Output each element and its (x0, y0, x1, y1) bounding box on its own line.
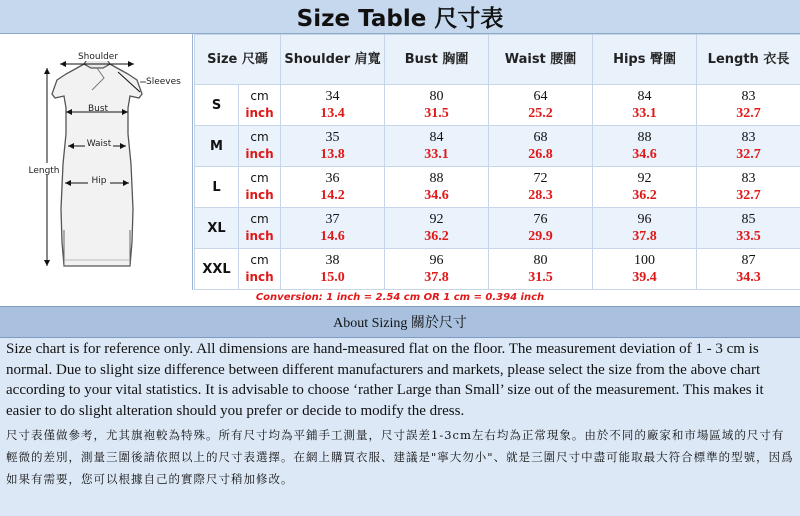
bust-cell (385, 167, 489, 208)
inch-value: 31.5 (528, 270, 553, 285)
inch-value: 37.8 (424, 270, 449, 285)
dress-measurement-diagram (0, 34, 193, 290)
unit-inch: inch (245, 106, 274, 120)
hips-cell (593, 249, 697, 290)
inch-value: 32.7 (736, 188, 761, 203)
inch-value: 29.9 (528, 229, 553, 244)
inch-value: 33.1 (424, 147, 449, 162)
cm-value: 92 (429, 212, 444, 227)
bust-cell (385, 208, 489, 249)
cm-value: 84 (429, 130, 444, 145)
cm-value: 34 (325, 89, 340, 104)
table-row (195, 126, 800, 167)
size-label: XXL (195, 249, 239, 290)
inch-value: 13.8 (320, 147, 345, 162)
inch-value: 39.4 (632, 270, 657, 285)
header-waist: Waist 腰圍 (489, 35, 593, 85)
cm-value: 83 (741, 89, 756, 104)
cm-value: 35 (325, 130, 340, 145)
header-hips: Hips 臀圍 (593, 35, 697, 85)
cm-value: 83 (741, 171, 756, 186)
header-size: Size 尺碼 (195, 35, 281, 85)
cm-value: 80 (429, 89, 444, 104)
shoulder-label: Shoulder (77, 52, 119, 62)
waist-cell (489, 167, 593, 208)
shoulder-cell (281, 249, 385, 290)
conversion-note: Conversion: 1 inch = 2.54 cm OR 1 cm = 0.394 inch (255, 292, 545, 303)
hips-cell (593, 208, 697, 249)
size-label: S (195, 85, 239, 126)
about-sizing-body (0, 338, 800, 516)
unit-cell (239, 85, 281, 126)
size-label: L (195, 167, 239, 208)
waist-cell (489, 208, 593, 249)
waist-cell (489, 85, 593, 126)
inch-value: 15.0 (320, 270, 345, 285)
inch-value: 33.5 (736, 229, 761, 244)
inch-value: 25.2 (528, 106, 553, 121)
cm-value: 68 (533, 130, 548, 145)
cm-value: 76 (533, 212, 548, 227)
shoulder-cell (281, 85, 385, 126)
header-length: Length 衣長 (697, 35, 800, 85)
shoulder-cell (281, 126, 385, 167)
size-table (194, 34, 800, 290)
inch-value: 26.8 (528, 147, 553, 162)
qipao-dress-illustration (0, 34, 193, 290)
bust-cell (385, 126, 489, 167)
bust-label: Bust (87, 104, 109, 114)
inch-value: 34.6 (632, 147, 657, 162)
size-label: XL (195, 208, 239, 249)
inch-value: 13.4 (320, 106, 345, 121)
inch-value: 36.2 (632, 188, 657, 203)
inch-value: 32.7 (736, 106, 761, 121)
unit-inch: inch (245, 188, 274, 202)
cm-value: 80 (533, 253, 548, 268)
bust-cell (385, 249, 489, 290)
hips-cell (593, 126, 697, 167)
cm-value: 87 (741, 253, 756, 268)
waist-label: Waist (86, 139, 112, 149)
unit-inch: inch (245, 270, 274, 284)
cm-value: 38 (325, 253, 340, 268)
inch-value: 32.7 (736, 147, 761, 162)
unit-cell (239, 208, 281, 249)
size-table-header-row (195, 35, 800, 85)
page-title: Size Table 尺寸表 (0, 0, 800, 34)
table-row (195, 167, 800, 208)
inch-value: 37.8 (632, 229, 657, 244)
inch-value: 34.3 (736, 270, 761, 285)
cm-value: 85 (741, 212, 756, 227)
length-cell (697, 126, 800, 167)
unit-cell (239, 126, 281, 167)
sleeves-label: Sleeves (146, 77, 181, 87)
length-cell (697, 208, 800, 249)
table-row (195, 85, 800, 126)
unit-cm: cm (250, 89, 269, 103)
unit-cell (239, 167, 281, 208)
cm-value: 88 (637, 130, 652, 145)
length-cell (697, 249, 800, 290)
dress-outline (52, 64, 142, 266)
inch-value: 14.6 (320, 229, 345, 244)
cm-value: 88 (429, 171, 444, 186)
size-label: M (195, 126, 239, 167)
length-cell (697, 167, 800, 208)
length-label: Length (28, 166, 60, 176)
unit-inch: inch (245, 229, 274, 243)
about-english-text: Size chart is for reference only. All dimensions are hand-measured flat on the floor. The measurement deviation of 1 - 3 cm is normal. Due to slight size difference between different manufacturers and markets, please select the size from the above chart according to your vital statistics. It is advisable to choose ‘rather Large than Small’ size out of the measurement. This makes it easier to do slight alteration should you prefer or decide to modify the dress. (6, 341, 764, 419)
unit-cm: cm (250, 130, 269, 144)
cm-value: 72 (533, 171, 548, 186)
cm-value: 96 (429, 253, 444, 268)
bust-cell (385, 85, 489, 126)
unit-cm: cm (250, 253, 269, 267)
cm-value: 100 (634, 253, 656, 268)
hips-cell (593, 85, 697, 126)
shoulder-cell (281, 167, 385, 208)
cm-value: 64 (533, 89, 548, 104)
cm-value: 36 (325, 171, 340, 186)
cm-value: 92 (637, 171, 652, 186)
unit-cm: cm (250, 171, 269, 185)
table-row (195, 208, 800, 249)
cm-value: 83 (741, 130, 756, 145)
inch-value: 34.6 (424, 188, 449, 203)
cm-value: 84 (637, 89, 652, 104)
header-bust: Bust 胸圍 (385, 35, 489, 85)
inch-value: 14.2 (320, 188, 345, 203)
table-row (195, 249, 800, 290)
about-chinese-text: 尺寸表僅做參考，尤其旗袍較為特殊。所有尺寸均為平鋪手工測量，尺寸誤差1-3cm左右均為正常現象。由於不同的廠家和市場區域的尺寸有輕微的差別，測量三圍後請依照以上的尺寸表選擇。在網上購買衣服、建議是"寧大勿小"、就是三圍尺寸中盡可能取最大符合標準的型號，因爲如果有需要，您可以根據自己的實際尺寸稍加修改。 (6, 428, 794, 486)
shoulder-cell (281, 208, 385, 249)
hips-cell (593, 167, 697, 208)
hip-label: Hip (91, 176, 107, 186)
length-cell (697, 85, 800, 126)
unit-inch: inch (245, 147, 274, 161)
unit-cm: cm (250, 212, 269, 226)
waist-cell (489, 126, 593, 167)
cm-value: 96 (637, 212, 652, 227)
inch-value: 33.1 (632, 106, 657, 121)
unit-cell (239, 249, 281, 290)
header-shoulder: Shoulder 肩寬 (281, 35, 385, 85)
inch-value: 28.3 (528, 188, 553, 203)
cm-value: 37 (325, 212, 340, 227)
inch-value: 36.2 (424, 229, 449, 244)
about-sizing-heading: About Sizing 關於尺寸 (0, 306, 800, 338)
inch-value: 31.5 (424, 106, 449, 121)
waist-cell (489, 249, 593, 290)
